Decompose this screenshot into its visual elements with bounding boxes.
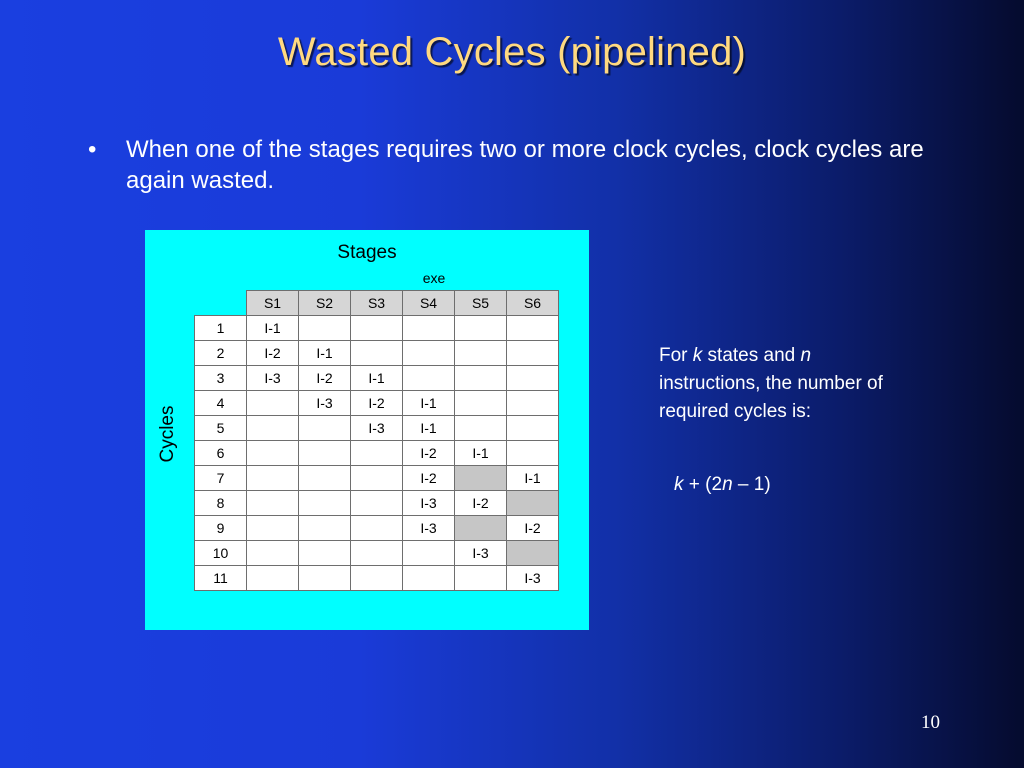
table-cell: I-2: [403, 466, 455, 491]
table-row: [195, 366, 559, 391]
table-cell: [403, 341, 455, 366]
table-row: [195, 541, 559, 566]
stage-header-cell: S3: [351, 291, 403, 316]
note-text-1: For: [659, 345, 693, 366]
stage-header-cell: S5: [455, 291, 507, 316]
note-k: k: [692, 345, 703, 366]
formula-k: k: [674, 474, 684, 495]
cycle-number-cell: 8: [195, 491, 247, 516]
table-cell: [299, 491, 351, 516]
table-cell: [299, 316, 351, 341]
table-cell: [507, 416, 559, 441]
stages-label: Stages: [337, 242, 397, 263]
table-cell: [247, 466, 299, 491]
table-cell: I-1: [403, 391, 455, 416]
table-row: [195, 441, 559, 466]
table-cell: I-3: [507, 566, 559, 591]
table-cell: [247, 516, 299, 541]
table-cell: I-2: [507, 516, 559, 541]
table-cell: [403, 366, 455, 391]
stall-cell: [507, 541, 559, 566]
table-cell: [455, 416, 507, 441]
table-cell: [455, 566, 507, 591]
table-cell: [507, 316, 559, 341]
table-cell: [299, 516, 351, 541]
exe-label: exe: [422, 270, 446, 286]
table-row: [195, 341, 559, 366]
formula: [674, 474, 771, 496]
cycle-number-cell: 3: [195, 366, 247, 391]
table-cell: I-1: [403, 416, 455, 441]
table-cell: [351, 566, 403, 591]
cycle-number-cell: 7: [195, 466, 247, 491]
table-cell: I-1: [507, 466, 559, 491]
cycle-number-cell: 5: [195, 416, 247, 441]
table-cell: [507, 441, 559, 466]
table-cell: I-3: [351, 416, 403, 441]
table-cell: [455, 341, 507, 366]
table-cell: I-2: [351, 391, 403, 416]
table-cell: [403, 316, 455, 341]
page-number: 10: [921, 712, 940, 733]
table-row: [195, 391, 559, 416]
formula-note: [659, 342, 889, 426]
cycle-number-cell: 11: [195, 566, 247, 591]
stall-cell: [455, 516, 507, 541]
stall-cell: [455, 466, 507, 491]
table-row: [195, 491, 559, 516]
table-cell: I-3: [403, 491, 455, 516]
corner-cell: [195, 291, 247, 316]
table-cell: [455, 391, 507, 416]
table-cell: [351, 441, 403, 466]
table-cell: I-1: [351, 366, 403, 391]
bullet-icon: •: [88, 136, 97, 163]
table-cell: I-3: [299, 391, 351, 416]
table-cell: I-2: [247, 341, 299, 366]
table-cell: I-2: [455, 491, 507, 516]
table-row: [195, 316, 559, 341]
cycle-number-cell: 2: [195, 341, 247, 366]
table-cell: [403, 566, 455, 591]
note-text-2: states and: [702, 345, 801, 366]
table-row: [195, 416, 559, 441]
table-cell: [299, 466, 351, 491]
cycle-number-cell: 10: [195, 541, 247, 566]
table-cell: [351, 541, 403, 566]
pipeline-table: [194, 290, 559, 591]
formula-end: – 1): [732, 474, 771, 495]
stage-header-cell: S6: [507, 291, 559, 316]
table-cell: [247, 391, 299, 416]
note-n: n: [800, 345, 812, 366]
table-cell: [299, 441, 351, 466]
stage-header-cell: S1: [247, 291, 299, 316]
table-cell: [455, 366, 507, 391]
header-row: [195, 291, 559, 316]
table-row: [195, 516, 559, 541]
table-cell: [351, 491, 403, 516]
table-cell: I-3: [247, 366, 299, 391]
table-cell: [507, 391, 559, 416]
table-cell: I-2: [299, 366, 351, 391]
table-cell: I-1: [455, 441, 507, 466]
table-cell: [299, 416, 351, 441]
table-cell: [507, 341, 559, 366]
stage-header-cell: S4: [403, 291, 455, 316]
cycle-number-cell: 9: [195, 516, 247, 541]
slide-title: Wasted Cycles (pipelined): [277, 30, 747, 74]
table-cell: [247, 441, 299, 466]
table-cell: [455, 316, 507, 341]
table-cell: [247, 541, 299, 566]
table-cell: [403, 541, 455, 566]
cycle-number-cell: 6: [195, 441, 247, 466]
cycle-number-cell: 1: [195, 316, 247, 341]
cycles-label: Cycles: [157, 405, 178, 463]
table-cell: [299, 566, 351, 591]
bullet-text: When one of the stages requires two or more clock cycles, clock cycles are again wasted.: [126, 136, 924, 194]
table-row: [195, 566, 559, 591]
table-row: [195, 466, 559, 491]
cycle-number-cell: 4: [195, 391, 247, 416]
pipeline-diagram: [145, 230, 589, 630]
formula-n: n: [722, 474, 733, 495]
stage-header-cell: S2: [299, 291, 351, 316]
table-cell: I-1: [247, 316, 299, 341]
table-cell: I-3: [455, 541, 507, 566]
table-cell: [351, 466, 403, 491]
stall-cell: [507, 491, 559, 516]
note-text-3: instructions, the number of required cycles is:: [659, 373, 883, 422]
table-cell: [247, 416, 299, 441]
table-cell: [351, 516, 403, 541]
table-cell: [351, 316, 403, 341]
table-cell: [247, 491, 299, 516]
table-cell: I-1: [299, 341, 351, 366]
table-cell: [351, 341, 403, 366]
table-cell: [247, 566, 299, 591]
table-cell: [507, 366, 559, 391]
formula-mid: + (2: [683, 474, 723, 495]
table-cell: I-2: [403, 441, 455, 466]
table-cell: [299, 541, 351, 566]
table-cell: I-3: [403, 516, 455, 541]
